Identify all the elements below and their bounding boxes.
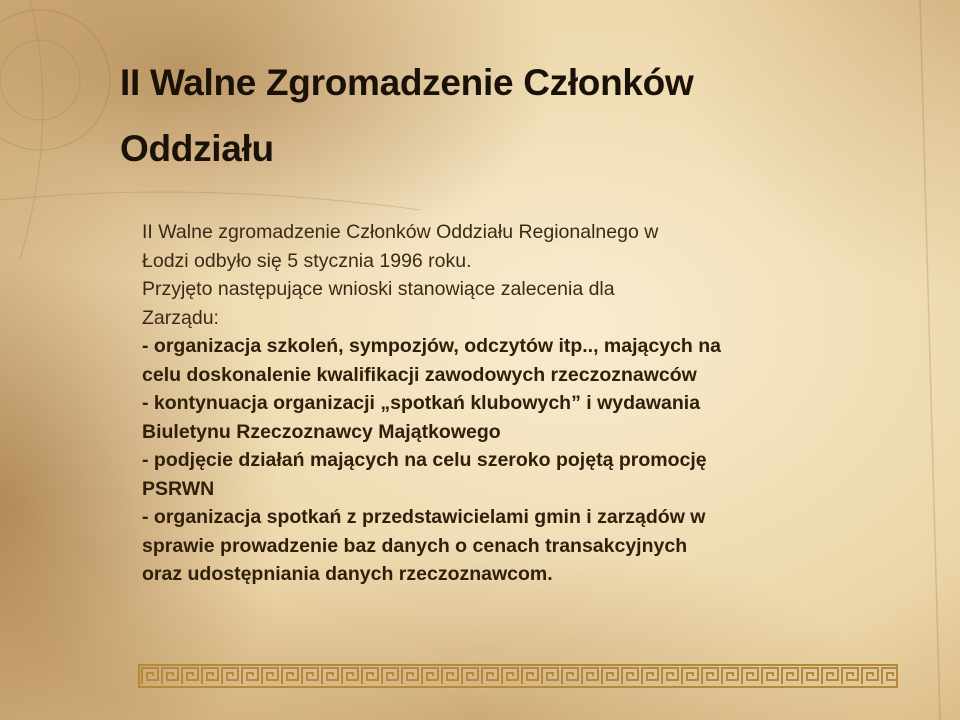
text-line: sprawie prowadzenie baz danych o cenach transakcyjnych — [142, 534, 688, 557]
text-line: - kontynuacja organizacji „spotkań klubowych” i wydawania — [142, 392, 701, 414]
text-line: celu doskonalenie kwalifikacji zawodowych rzeczoznawców — [142, 363, 697, 386]
text-line: Biuletynu Rzeczoznawcy Majątkowego — [142, 420, 501, 443]
text-line: II Walne zgromadzenie Członków Oddziału Regionalnego w — [142, 221, 659, 243]
text-line: PSRWN — [142, 477, 215, 500]
text-line: - podjęcie działań mających na celu szeroko pojętą promocję — [142, 449, 707, 471]
text-line: oraz udostępniania danych rzeczoznawcom. — [142, 563, 553, 585]
text-line: - organizacja spotkań z przedstawicielami gmin i zarządów w — [142, 506, 706, 528]
greek-key-border — [138, 664, 898, 688]
intro-paragraph — [142, 218, 852, 332]
text-line: - organizacja szkoleń, sympozjów, odczytów itp.., mających na — [142, 335, 722, 357]
text-line: Łodzi odbyło się 5 stycznia 1996 roku. — [142, 249, 472, 272]
title-line: Oddziału — [120, 128, 274, 169]
title-line: II Walne Zgromadzenie Członków — [120, 62, 694, 103]
slide-body — [142, 218, 852, 589]
greek-key-pattern — [140, 666, 898, 688]
recommendations-list — [142, 332, 852, 589]
slide-title — [120, 50, 900, 182]
text-line: Przyjęto następujące wnioski stanowiące zalecenia dla — [142, 278, 615, 300]
text-line: Zarządu: — [142, 306, 219, 329]
